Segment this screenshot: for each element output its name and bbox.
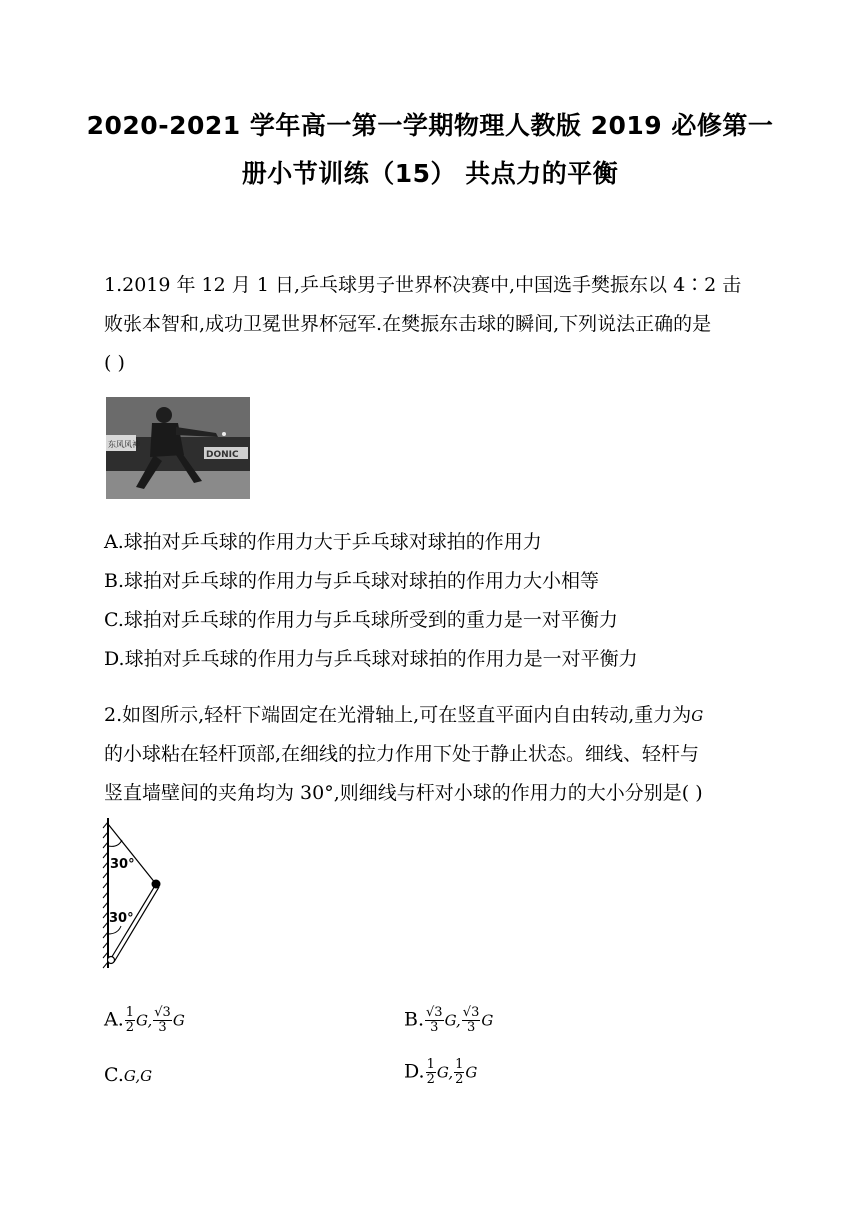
q2-option-b-fraction-1: $\frac{√3}{3}$ bbox=[426, 1005, 443, 1035]
q2-stem-line-1 bbox=[104, 702, 703, 729]
q2-option-a: A. $\frac{1}{2}$ G, $\frac{√3}{3}$ G bbox=[104, 1005, 185, 1035]
page-title-line-1: 2020-2021 学年高一第一学期物理人教版 2019 必修第一 bbox=[86, 111, 774, 140]
q2-stem-line-1-text: 2.如图所示,轻杆下端固定在光滑轴上,可在竖直平面内自由转动,重力为 bbox=[104, 704, 692, 726]
q2-option-d-label: D. bbox=[404, 1060, 425, 1083]
q1-stem-line-2: 败张本智和,成功卫冕世界杯冠军.在樊振东击球的瞬间,下列说法正确的是 bbox=[104, 313, 712, 335]
q2-option-a-label: A. bbox=[104, 1008, 124, 1031]
q2-option-c bbox=[104, 1062, 152, 1089]
q2-option-b-label: B. bbox=[404, 1008, 425, 1031]
page-title-line-2: 册小节训练（15） 共点力的平衡 bbox=[241, 159, 619, 188]
photo-banner-left: 东风风神 bbox=[108, 440, 140, 449]
q2-option-a-fraction-1: $\frac{1}{2}$ bbox=[125, 1005, 135, 1035]
angle-label-top: 30° bbox=[110, 857, 135, 872]
q2-option-a-fraction-2: $\frac{√3}{3}$ bbox=[154, 1005, 171, 1035]
q1-stem-line-1: 1.2019 年 12 月 1 日,乒乓球男子世界杯决赛中,中国选手樊振东以 4∶2 击 bbox=[104, 274, 742, 296]
q2-stem-line-2: 的小球粘在轻杆顶部,在细线的拉力作用下处于静止状态。细线、轻杆与 bbox=[104, 743, 700, 765]
q2-stem-line-3: 竖直墙壁间的夹角均为 30°,则细线与杆对小球的作用力的大小分别是( ) bbox=[104, 782, 703, 804]
angle-label-bottom: 30° bbox=[109, 911, 134, 926]
rod-string-diagram bbox=[100, 816, 170, 972]
q1-option-d: D.球拍对乒乓球的作用力与乒乓球对球拍的作用力是一对平衡力 bbox=[104, 648, 638, 670]
q2-option-c-text: G,G bbox=[123, 1067, 153, 1085]
q1-option-c: C.球拍对乒乓球的作用力与乒乓球所受到的重力是一对平衡力 bbox=[104, 609, 618, 631]
q2-option-b: B. $\frac{√3}{3}$ G, $\frac{√3}{3}$ G bbox=[404, 1005, 494, 1035]
q2-stem-var-g: G bbox=[691, 707, 704, 725]
q1-option-a: A.球拍对乒乓球的作用力大于乒乓球对球拍的作用力 bbox=[104, 531, 542, 553]
q2-option-d-fraction-1: $\frac{1}{2}$ bbox=[426, 1057, 435, 1087]
q2-option-d: D. $\frac{1}{2}$ G, $\frac{1}{2}$ G bbox=[404, 1057, 478, 1087]
q1-answer-bracket: ( ) bbox=[104, 352, 125, 374]
q2-option-c-label: C. bbox=[104, 1064, 124, 1086]
q1-option-b: B.球拍对乒乓球的作用力与乒乓球对球拍的作用力大小相等 bbox=[104, 570, 600, 592]
q2-option-b-fraction-2: $\frac{√3}{3}$ bbox=[462, 1005, 480, 1035]
q2-option-d-fraction-2: $\frac{1}{2}$ bbox=[455, 1057, 464, 1087]
photo-banner-right: DONIC bbox=[206, 450, 239, 460]
table-tennis-photo bbox=[106, 397, 250, 499]
